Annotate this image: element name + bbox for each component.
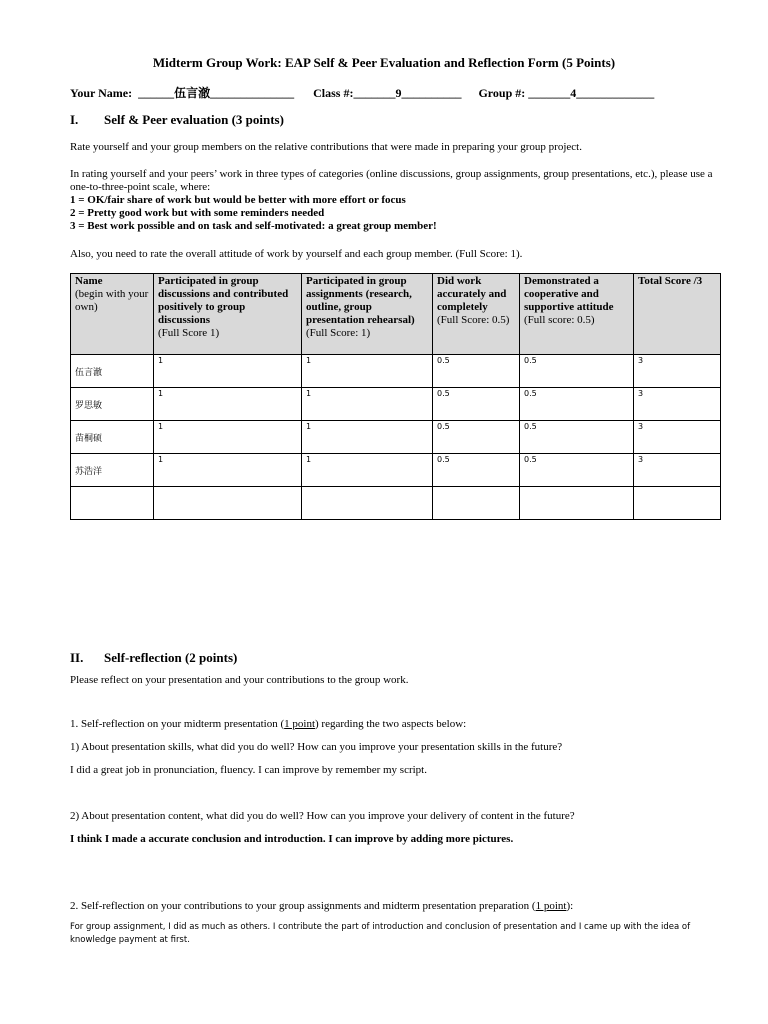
cell-total-score: [634, 487, 721, 520]
section-2-number: II.: [70, 650, 84, 665]
scale-item-2: 2 = Pretty good work but with some reminders needed: [70, 207, 325, 219]
cell-accuracy-score: [433, 487, 520, 520]
scale-item-1: 1 = OK/fair share of work but would be better with more effort or focus: [70, 194, 406, 206]
cell-discussion-score: 1: [154, 355, 302, 388]
class-value: _______9__________: [353, 86, 462, 100]
answer-1a: I did a great job in pronunciation, fluency. I can improve by remember my script.: [70, 764, 427, 776]
cell-accuracy-score: 0.5: [433, 388, 520, 421]
cell-total-score: 3: [634, 454, 721, 487]
cell-name: 苏浩洋: [71, 454, 154, 487]
section-1-title: Self & Peer evaluation (3 points): [104, 112, 284, 127]
section-1-heading: [70, 112, 284, 128]
cell-accuracy-score: 0.5: [433, 355, 520, 388]
name-value: ______伍言澈______________: [138, 86, 295, 100]
question-1a: 1) About presentation skills, what did you do well? How can you improve your presentation skills in the future?: [70, 741, 563, 753]
group-label: Group #:: [478, 86, 526, 100]
section-2-title: Self-reflection (2 points): [104, 650, 238, 665]
table-row: [71, 421, 721, 454]
cell-total-score: 3: [634, 421, 721, 454]
scale-item-3: 3 = Best work possible and on task and self-motivated: a great group member!: [70, 220, 437, 232]
cell-name: 苗桐硕: [71, 421, 154, 454]
attitude-note: Also, you need to rate the overall attitude of work by yourself and each group member. (Full Score: 1).: [70, 248, 523, 260]
cell-discussion-score: [154, 487, 302, 520]
rating-instructions: [70, 168, 720, 233]
cell-attitude-score: 0.5: [520, 454, 634, 487]
cell-name: 罗思敏: [71, 388, 154, 421]
cell-discussion-score: 1: [154, 388, 302, 421]
rating-intro: In rating yourself and your peers’ work in three types of categories (online discussions, group assignments, group presentations, etc.), please use a one-to-three-point scale, where:: [70, 168, 713, 193]
header-attitude: Demonstrated a cooperative and supportive attitude (Full score: 0.5): [520, 274, 634, 355]
evaluation-table: [70, 273, 721, 520]
header-accuracy: Did work accurately and completely (Full Score: 0.5): [433, 274, 520, 355]
question-2: 2. Self-reflection on your contributions to your group assignments and midterm presentation preparation (1 point):: [70, 900, 574, 912]
cell-accuracy-score: 0.5: [433, 454, 520, 487]
cell-attitude-score: 0.5: [520, 388, 634, 421]
name-label: Your Name:: [70, 86, 133, 100]
cell-discussion-score: 1: [154, 454, 302, 487]
section-1-intro: Rate yourself and your group members on the relative contributions that were made in preparing your group project.: [70, 141, 582, 153]
cell-assignment-score: 1: [302, 355, 433, 388]
group-value: _______4_____________: [528, 86, 655, 100]
section-1-number: I.: [70, 112, 79, 127]
header-name: Name (begin with your own): [71, 274, 154, 355]
cell-assignment-score: 1: [302, 388, 433, 421]
cell-assignment-score: [302, 487, 433, 520]
form-title: Midterm Group Work: EAP Self & Peer Evaluation and Reflection Form (5 Points): [152, 55, 616, 70]
table-row: [71, 388, 721, 421]
cell-assignment-score: 1: [302, 454, 433, 487]
table-row: [71, 355, 721, 388]
table-row: [71, 454, 721, 487]
cell-accuracy-score: 0.5: [433, 421, 520, 454]
header-assignments: Participated in group assignments (research, outline, group presentation rehearsal) (Full Score: 1): [302, 274, 433, 355]
table-header-row: [71, 274, 721, 355]
cell-name: [71, 487, 154, 520]
cell-total-score: 3: [634, 388, 721, 421]
section-2-intro: Please reflect on your presentation and your contributions to the group work.: [70, 674, 409, 686]
question-1: 1. Self-reflection on your midterm presentation (1 point) regarding the two aspects below:: [70, 718, 467, 730]
header-total: Total Score /3: [634, 274, 721, 355]
section-2-heading: [70, 650, 237, 666]
cell-discussion-score: 1: [154, 421, 302, 454]
answer-1b: I think I made a accurate conclusion and introduction. I can improve by adding more pictures.: [70, 833, 514, 845]
question-1b: 2) About presentation content, what did you do well? How can you improve your delivery of content in the future?: [70, 810, 575, 822]
cell-attitude-score: [520, 487, 634, 520]
cell-name: 伍言澈: [71, 355, 154, 388]
cell-total-score: 3: [634, 355, 721, 388]
header-discussions: Participated in group discussions and contributed positively to group discussions (Full Score 1): [154, 274, 302, 355]
student-info-line: [70, 84, 654, 101]
cell-assignment-score: 1: [302, 421, 433, 454]
cell-attitude-score: 0.5: [520, 355, 634, 388]
class-label: Class #:: [313, 86, 354, 100]
table-row: [71, 487, 721, 520]
cell-attitude-score: 0.5: [520, 421, 634, 454]
answer-2: For group assignment, I did as much as others. I contribute the part of introduction and conclusion of presentation and I came up with the idea of knowledge payment at first.: [70, 922, 691, 945]
